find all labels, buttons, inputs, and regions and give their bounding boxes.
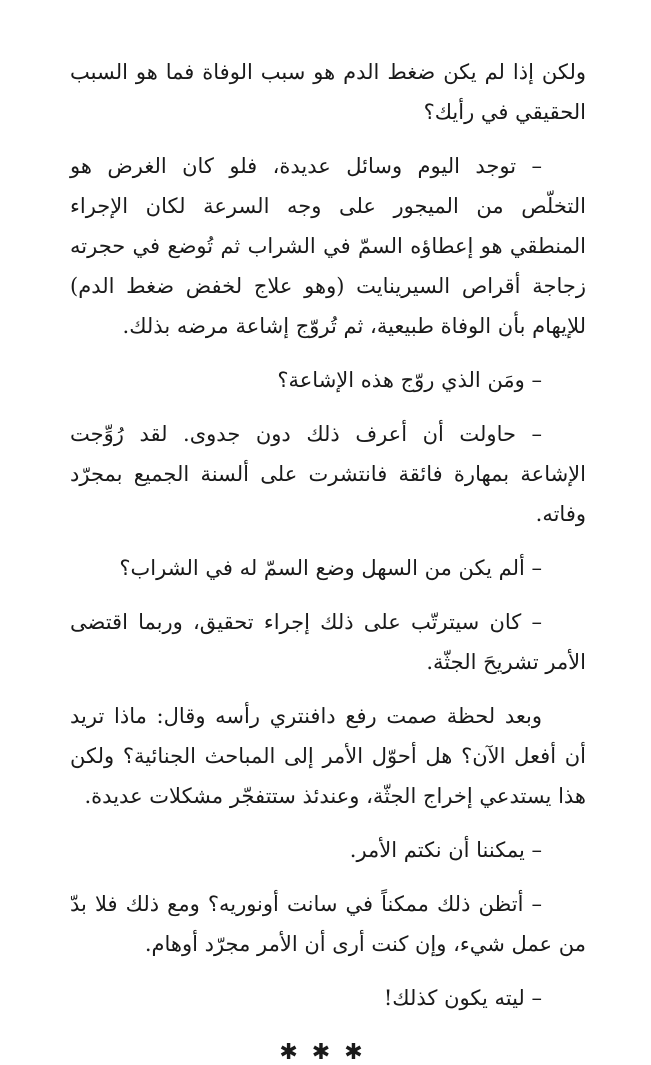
paragraph-6: – كان سيترتّب على ذلك إجراء تحقيق، وربما اقتضى الأمر تشريحَ الجثّة.: [70, 610, 586, 674]
paragraph-1: ولكن إذا لم يكن ضغط الدم هو سبب الوفاة فما هو السبب الحقيقي في رأيك؟: [70, 60, 586, 124]
paragraph-3: – ومَن الذي روّج هذه الإشاعة؟: [277, 368, 542, 392]
paragraph-9: – أتظن ذلك ممكناً في سانت أونوريه؟ ومع ذلك فلا بدّ من عمل شيء، وإن كنت أرى أن الأمر مجرّد أوهام.: [70, 892, 586, 956]
paragraph-5: – ألم يكن من السهل وضع السمّ له في الشراب؟: [119, 556, 542, 580]
paragraph-10: – ليته يكون كذلك!: [383, 986, 542, 1010]
paragraph-4: – حاولت أن أعرف ذلك دون جدوى. لقد رُوِّجت الإشاعة بمهارة فائقة فانتشرت على ألسنة الجميع بمجرّد وفاته.: [70, 422, 586, 526]
book-page: [70, 52, 586, 1065]
paragraph-8: – يمكننا أن نكتم الأمر.: [349, 838, 542, 862]
section-separator-asterisks: ✱✱✱: [279, 1040, 377, 1065]
paragraph-2: – توجد اليوم وسائل عديدة، فلو كان الغرض هو التخلّص من الميجور على وجه السرعة لكان الإجراء المنطقي هو إعطاؤه السمّ في الشراب ثم تُوضع في حجرته زجاجة أقراص السيرينايت (وهو علاج لخفض ضغط الدم) للإيهام بأن الوفاة طبيعية، ثم تُروّج إشاعة مرضه بذلك.: [70, 154, 586, 338]
paragraph-7: وبعد لحظة صمت رفع دافنتري رأسه وقال: ماذا تريد أن أفعل الآن؟ هل أحوّل الأمر إلى المباحث الجنائية؟ ولكن هذا يستدعي إخراج الجثّة، وعندئذ ستتفجّر مشكلات عديدة.: [70, 704, 586, 808]
